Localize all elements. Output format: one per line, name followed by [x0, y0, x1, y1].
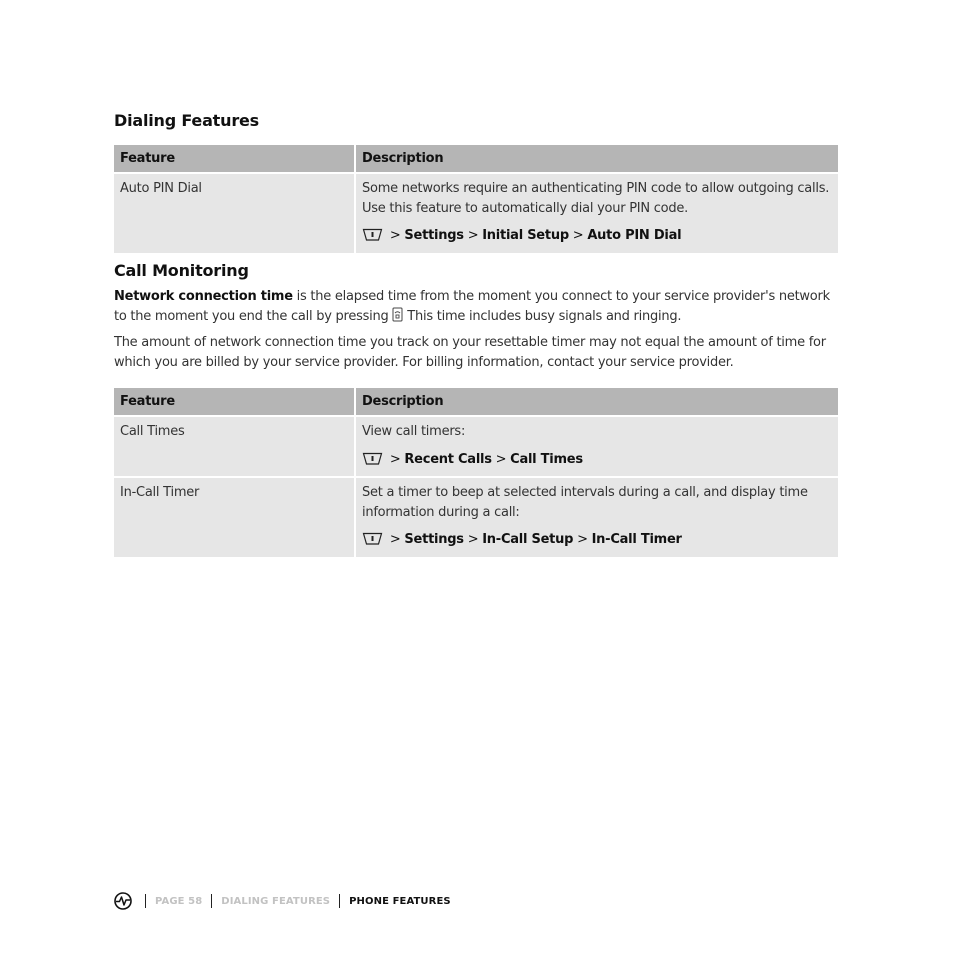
table-row — [114, 173, 838, 254]
path-step: In-Call Timer — [591, 532, 682, 547]
footer-section: DIALING FEATURES — [221, 895, 331, 907]
description-text: Some networks require an authenticating PIN code to allow outgoing calls. Use this feature to automatically dial your PIN code. — [362, 181, 830, 216]
feature-cell: Call Times — [114, 416, 355, 477]
dialing-table — [114, 145, 838, 255]
menu-key-icon — [362, 227, 383, 249]
menu-path: > Recent Calls > Call Times — [362, 450, 832, 473]
col-feature: Feature — [114, 388, 355, 416]
monitoring-heading: Call Monitoring — [114, 261, 249, 280]
footer-chapter: PHONE FEATURES — [349, 895, 451, 907]
path-step: Recent Calls — [404, 451, 492, 467]
footer-divider — [339, 894, 340, 908]
menu-key-icon — [362, 451, 383, 473]
menu-key-icon — [362, 531, 383, 553]
table-row — [114, 477, 838, 558]
billing-paragraph: The amount of network connection time you track on your resettable timer may not equal the amount of time for which you are billed by your service provider. For billing information, contact your service provider. — [114, 335, 826, 370]
menu-path: > Settings > In-Call Setup > In-Call Timer — [362, 530, 832, 553]
path-step: Initial Setup — [482, 228, 569, 243]
table-header-row — [114, 388, 838, 416]
path-step: Settings — [404, 228, 464, 243]
page-number: PAGE 58 — [155, 895, 203, 907]
description-cell — [355, 173, 838, 254]
description-text: View call timers: — [362, 424, 466, 439]
page-footer — [114, 891, 451, 911]
path-step: Settings — [404, 532, 464, 547]
path-step: In-Call Setup — [482, 532, 574, 547]
monitoring-table — [114, 388, 838, 559]
col-feature: Feature — [114, 145, 355, 173]
dialing-heading: Dialing Features — [114, 111, 259, 130]
feature-cell: In-Call Timer — [114, 477, 355, 558]
network-time-paragraph: Network connection time is the elapsed time from the moment you connect to your service provider's network to the moment you end the call by pressing This time includes busy signals and ringing. — [114, 287, 838, 328]
table-row — [114, 416, 838, 477]
description-cell — [355, 477, 838, 558]
table-header-row — [114, 145, 838, 173]
description-text: Set a timer to beep at selected intervals during a call, and display time information during a call: — [362, 485, 808, 520]
col-description: Description — [355, 145, 838, 173]
feature-cell: Auto PIN Dial — [114, 173, 355, 254]
path-step: Call Times — [510, 451, 583, 467]
description-cell — [355, 416, 838, 477]
path-step: Auto PIN Dial — [587, 228, 682, 243]
end-key-icon — [392, 307, 403, 329]
col-description: Description — [355, 388, 838, 416]
brand-logo-icon — [114, 892, 132, 910]
footer-divider — [211, 894, 212, 908]
footer-divider — [145, 894, 146, 908]
menu-path: > Settings > Initial Setup > Auto PIN Dial — [362, 226, 832, 249]
